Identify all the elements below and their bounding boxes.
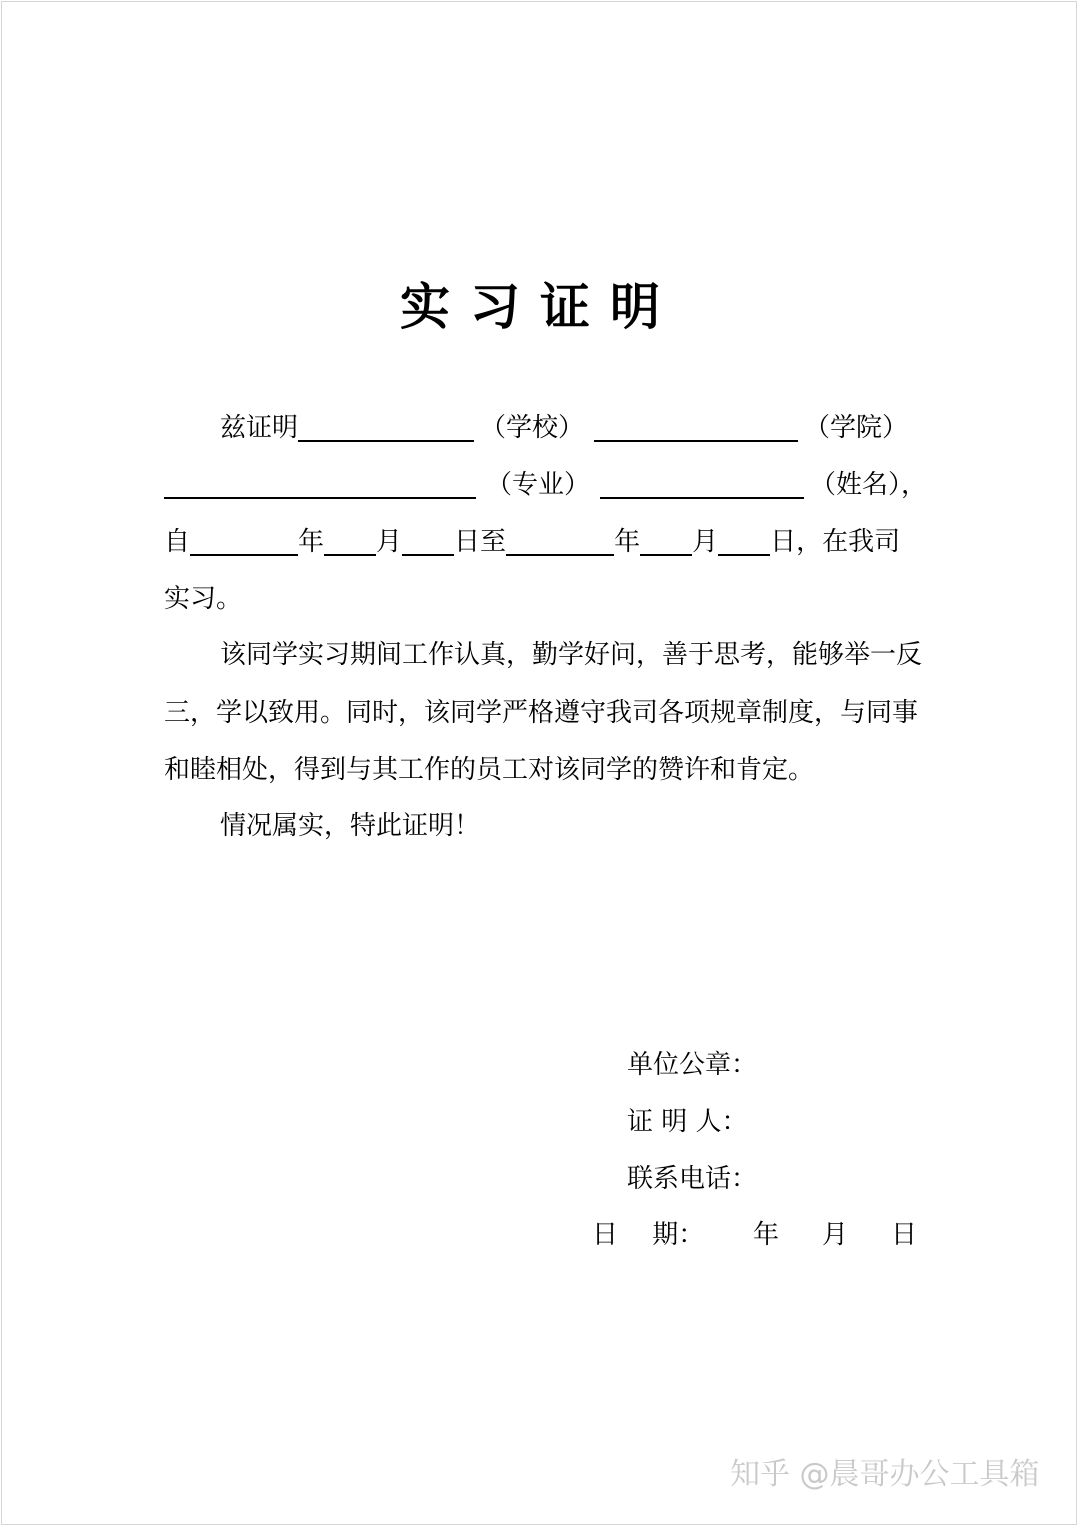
major-label: （专业） [486, 470, 591, 500]
watermark-text: 知乎 @晨哥办公工具箱 [730, 1457, 1040, 1492]
date-day-label: 日 [891, 1220, 918, 1250]
end-month-blank[interactable] [640, 516, 692, 556]
start-day-label: 日至 [454, 527, 507, 557]
phone-label: 联系电话： [627, 1164, 758, 1194]
document-title: 实习证明 [400, 278, 680, 336]
fill-line-2 [164, 465, 927, 505]
start-month-label: 月 [376, 527, 403, 557]
major-blank[interactable] [164, 459, 476, 499]
college-blank[interactable] [594, 402, 798, 442]
end-year-blank[interactable] [506, 516, 614, 556]
start-day-blank[interactable] [402, 516, 454, 556]
fill-line-3 [164, 522, 900, 562]
from-text: 自 [164, 527, 191, 557]
start-month-blank[interactable] [324, 516, 376, 556]
end-day-label: 日，在我司 [770, 527, 901, 557]
certifier-label: 证 明 人： [627, 1107, 748, 1137]
end-day-blank[interactable] [718, 516, 770, 556]
college-label: （学院） [804, 413, 909, 443]
closing-paragraph: 情况属实，特此证明！ [220, 811, 481, 841]
date-year-label: 年 [753, 1220, 780, 1250]
end-year-label: 年 [614, 527, 641, 557]
start-year-label: 年 [298, 527, 325, 557]
fill-line-1 [164, 408, 908, 448]
seal-label: 单位公章： [627, 1050, 758, 1080]
fill-line-4: 实习。 [164, 584, 243, 614]
date-month-label: 月 [822, 1220, 849, 1250]
school-blank[interactable] [298, 402, 474, 442]
name-blank[interactable] [600, 459, 804, 499]
name-label: （姓名）， [810, 470, 928, 500]
school-label: （学校） [480, 413, 585, 443]
prefix-text: 兹证明 [220, 413, 299, 443]
end-month-label: 月 [692, 527, 719, 557]
start-year-blank[interactable] [190, 516, 298, 556]
date-label: 日 期： [592, 1220, 705, 1250]
body-paragraph: 该同学实习期间工作认真，勤学好问，善于思考，能够举一反三，学以致用。同时，该同学严格遵守我司各项规章制度，与同事和睦相处，得到与其工作的员工对该同学的赞许和肯定。 [164, 640, 923, 785]
